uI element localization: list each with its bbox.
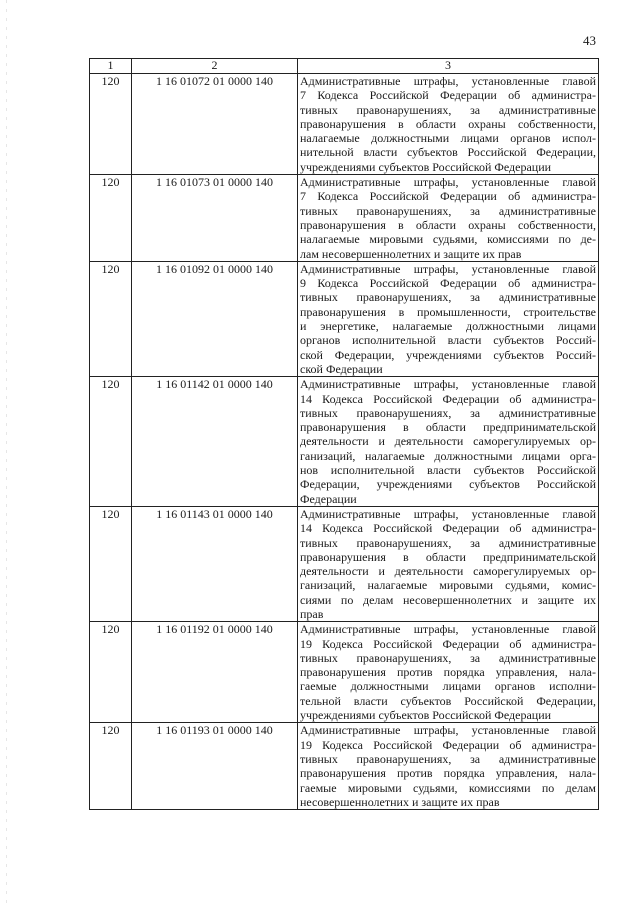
- table-row: [90, 175, 599, 262]
- description-line: 19 Кодекса Российской Федерации об администра-: [300, 636, 596, 651]
- description-line: 14 Кодекса Российской Федерации об администра-: [300, 521, 596, 536]
- description-line: тивных правонарушениях, за административные: [300, 751, 596, 766]
- description-line: тивных правонарушениях, за административные: [300, 535, 596, 550]
- description-line: гаемые мировыми судьями, комиссиями по делам: [300, 780, 596, 795]
- description-line: нительной власти субъектов Российской Федерации,: [300, 145, 596, 160]
- admin-code-cell: 120: [90, 175, 132, 262]
- description-line: правонарушения в области предпринимательской: [300, 420, 596, 435]
- description-line: 7 Кодекса Российской Федерации об администра-: [300, 88, 596, 103]
- scan-edge-artifact: [6, 0, 7, 905]
- description-line: налагаемые должностными лицами органов испол-: [300, 131, 596, 146]
- admin-code-cell: 120: [90, 74, 132, 175]
- description-line: налагаемые мировыми судьями, комиссиями по де-: [300, 232, 596, 247]
- description-line: тельной власти субъектов Российской Федерации,: [300, 693, 596, 708]
- description-line: и энергетике, налагаемые должностными лицами: [300, 319, 596, 334]
- description-line: правонарушения в области охраны собственности,: [300, 217, 596, 232]
- kbk-code-cell: 1 16 01143 01 0000 140: [132, 506, 298, 621]
- table-header: [90, 59, 599, 74]
- description-line: гаемые должностными лицами органов исполни-: [300, 679, 596, 694]
- description-cell: [298, 506, 599, 621]
- description-line: ской Федерации: [300, 361, 383, 376]
- description-cell: [298, 74, 599, 175]
- description-line: лам несовершеннолетних и защите их прав: [300, 246, 522, 261]
- description-line: учреждениями субъектов Российской Федерации: [300, 708, 552, 723]
- description-line: тивных правонарушениях, за административные: [300, 203, 596, 218]
- admin-code-cell: 120: [90, 723, 132, 810]
- description-cell: [298, 723, 599, 810]
- description-line: Федерации, учреждениями субъектов Российской: [300, 477, 596, 492]
- table-row: [90, 723, 599, 810]
- description-line: тивных правонарушениях, за административные: [300, 405, 596, 420]
- description-line: несовершеннолетних и защите их прав: [300, 794, 500, 809]
- description-line: тивных правонарушениях, за административные: [300, 102, 596, 117]
- description-line: правонарушения против порядка управления, нала-: [300, 766, 596, 781]
- description-line: ганизаций, налагаемые мировыми судьями, комис-: [300, 578, 596, 593]
- revenue-codes-table: [89, 58, 599, 810]
- table-row: [90, 74, 599, 175]
- description-line: Административные штрафы, установленные главой: [300, 261, 596, 276]
- kbk-code-cell: 1 16 01092 01 0000 140: [132, 261, 298, 376]
- description-line: Административные штрафы, установленные главой: [300, 506, 596, 521]
- description-line: правонарушения против порядка управления, нала-: [300, 665, 596, 680]
- header-row: [90, 59, 599, 74]
- description-line: Федерации: [300, 491, 357, 506]
- table-body: [90, 74, 599, 810]
- table-row: [90, 506, 599, 621]
- description-line: 7 Кодекса Российской Федерации об администра-: [300, 189, 596, 204]
- description-line: правонарушения в области предпринимательской: [300, 549, 596, 564]
- header-col-2: 2: [132, 59, 298, 74]
- kbk-code-cell: 1 16 01072 01 0000 140: [132, 74, 298, 175]
- admin-code-cell: 120: [90, 261, 132, 376]
- description-line: правонарушения в промышленности, строительстве: [300, 304, 596, 319]
- description-line: деятельности и деятельности саморегулируемых ор-: [300, 564, 596, 579]
- description-line: учреждениями субъектов Российской Федерации: [300, 159, 552, 174]
- header-col-1: 1: [90, 59, 132, 74]
- table-row: [90, 261, 599, 376]
- description-cell: [298, 261, 599, 376]
- kbk-code-cell: 1 16 01073 01 0000 140: [132, 175, 298, 262]
- page-number: 43: [583, 33, 596, 48]
- description-line: сиями по делам несовершеннолетних и защите их: [300, 592, 596, 607]
- admin-code-cell: 120: [90, 506, 132, 621]
- table-row: [90, 622, 599, 723]
- description-line: Административные штрафы, установленные главой: [300, 723, 596, 738]
- admin-code-cell: 120: [90, 377, 132, 507]
- kbk-code-cell: 1 16 01193 01 0000 140: [132, 723, 298, 810]
- description-cell: [298, 622, 599, 723]
- description-cell: [298, 175, 599, 262]
- description-line: Административные штрафы, установленные главой: [300, 377, 596, 392]
- description-line: тивных правонарушениях, за административные: [300, 290, 596, 305]
- description-line: 14 Кодекса Российской Федерации об администра-: [300, 391, 596, 406]
- table-row: [90, 377, 599, 507]
- description-line: Административные штрафы, установленные главой: [300, 74, 596, 88]
- kbk-code-cell: 1 16 01142 01 0000 140: [132, 377, 298, 507]
- description-line: Административные штрафы, установленные главой: [300, 175, 596, 190]
- description-line: органов исполнительной власти субъектов Россий-: [300, 333, 596, 348]
- description-line: Административные штрафы, установленные главой: [300, 622, 596, 637]
- header-col-3: 3: [298, 59, 599, 74]
- description-line: ской Федерации, учреждениями субъектов Россий-: [300, 347, 596, 362]
- description-line: 9 Кодекса Российской Федерации об администра-: [300, 276, 596, 291]
- description-line: 19 Кодекса Российской Федерации об администра-: [300, 737, 596, 752]
- description-line: прав: [300, 606, 324, 621]
- description-cell: [298, 377, 599, 507]
- description-line: тивных правонарушениях, за административные: [300, 650, 596, 665]
- description-line: деятельности и деятельности саморегулируемых ор-: [300, 434, 596, 449]
- description-line: ганизаций, налагаемые должностными лицами орга-: [300, 448, 596, 463]
- description-line: нов исполнительной власти субъектов Российской: [300, 463, 596, 478]
- admin-code-cell: 120: [90, 622, 132, 723]
- description-line: правонарушения в области охраны собственности,: [300, 116, 596, 131]
- kbk-code-cell: 1 16 01192 01 0000 140: [132, 622, 298, 723]
